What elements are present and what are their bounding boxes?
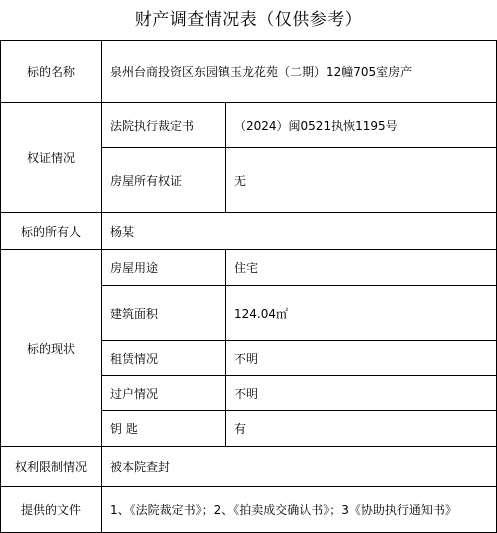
- area-label: 建筑面积: [102, 286, 226, 341]
- lease-value: 不明: [226, 341, 497, 376]
- court-ruling-value: （2024）闽0521执恢1195号: [226, 103, 497, 148]
- keys-value: 有: [226, 411, 497, 447]
- table-row: [1, 447, 497, 487]
- table-row: [1, 103, 497, 148]
- status-label: 标的现状: [1, 250, 102, 447]
- owner-value: 杨某: [102, 213, 497, 250]
- area-value: 124.04㎡: [226, 286, 497, 341]
- documents-value: 1、《法院裁定书》；2、《拍卖成交确认书》；3《协助执行通知书》: [102, 487, 497, 533]
- table-row: [1, 487, 497, 533]
- ownership-cert-value: 无: [226, 148, 497, 213]
- documents-label: 提供的文件: [1, 487, 102, 533]
- transfer-label: 过户情况: [102, 376, 226, 411]
- subject-name-value: 泉州台商投资区东园镇玉龙花苑（二期）12幢705室房产: [102, 41, 497, 103]
- keys-label: 钥 匙: [102, 411, 226, 447]
- rights-label: 权证情况: [1, 103, 102, 213]
- page-title: 财产调查情况表（仅供参考）: [134, 10, 363, 30]
- court-ruling-label: 法院执行裁定书: [102, 103, 226, 148]
- usage-label: 房屋用途: [102, 250, 226, 286]
- property-info-table: [0, 40, 497, 533]
- subject-name-label: 标的名称: [1, 41, 102, 103]
- owner-label: 标的所有人: [1, 213, 102, 250]
- table-row: [1, 250, 497, 286]
- restriction-value: 被本院查封: [102, 447, 497, 487]
- usage-value: 住宅: [226, 250, 497, 286]
- restriction-label: 权利限制情况: [1, 447, 102, 487]
- table-row: [1, 41, 497, 103]
- ownership-cert-label: 房屋所有权证: [102, 148, 226, 213]
- transfer-value: 不明: [226, 376, 497, 411]
- lease-label: 租赁情况: [102, 341, 226, 376]
- table-row: [1, 213, 497, 250]
